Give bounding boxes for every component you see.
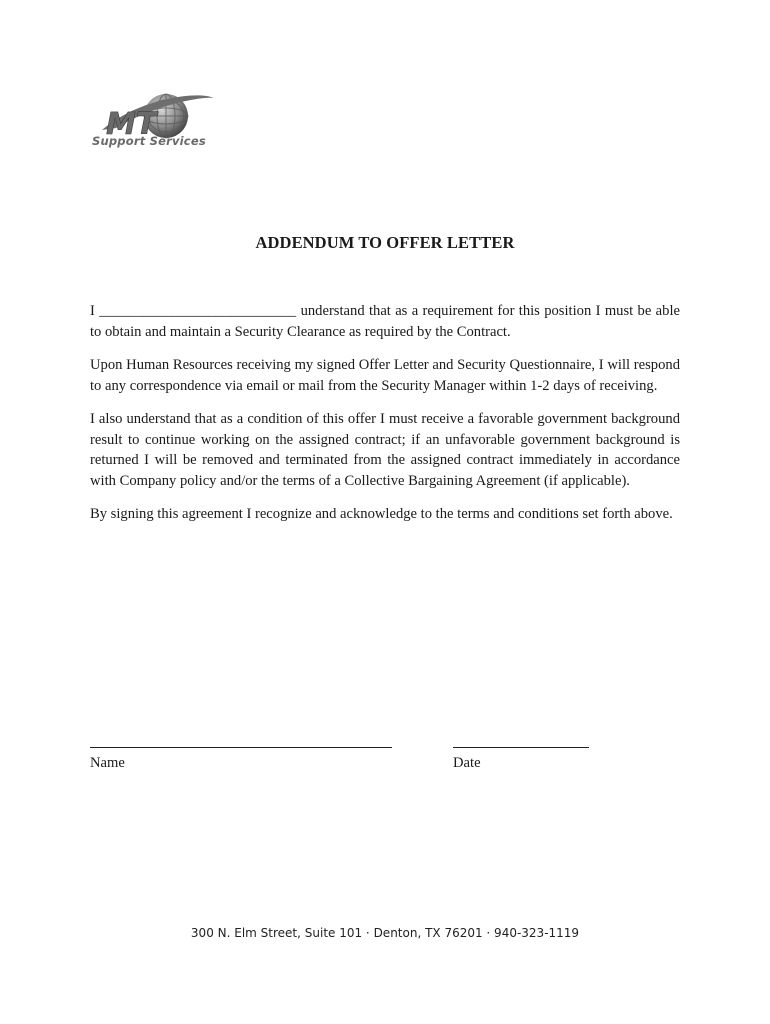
document-title: ADDENDUM TO OFFER LETTER: [255, 233, 515, 252]
paragraph-response: Upon Human Resources receiving my signed Offer Letter and Security Questionnaire, I will respond to any correspondence via email or mail from the Security Manager within 1-2 days of receiving.: [90, 357, 680, 394]
document-body: [90, 301, 680, 538]
date-signature-line[interactable]: [453, 747, 589, 748]
date-label: Date: [453, 755, 481, 771]
name-signature-line[interactable]: [90, 747, 392, 748]
name-label: Name: [90, 755, 125, 771]
company-logo: [86, 90, 218, 156]
logo-tagline: Support Services: [92, 134, 206, 148]
svg-text:MT: MT: [106, 107, 157, 142]
footer-address: 300 N. Elm Street, Suite 101 · Denton, TX 76201 · 940-323-1119: [190, 926, 580, 940]
paragraph-acknowledge: By signing this agreement I recognize and acknowledge to the terms and conditions set forth above.: [90, 506, 673, 522]
paragraph-background: I also understand that as a condition of this offer I must receive a favorable government background result to continue working on the assigned contract; if an unfavorable government background is returned I will be removed and terminated from the assigned contract immediately in accordance with Company policy and/or the terms of a Collective Bargaining Agreement (if applicable).: [90, 411, 680, 489]
paragraph-clearance: I ___________________________ understand that as a requirement for this position I must be able to obtain and maintain a Security Clearance as required by the Contract.: [90, 303, 680, 340]
